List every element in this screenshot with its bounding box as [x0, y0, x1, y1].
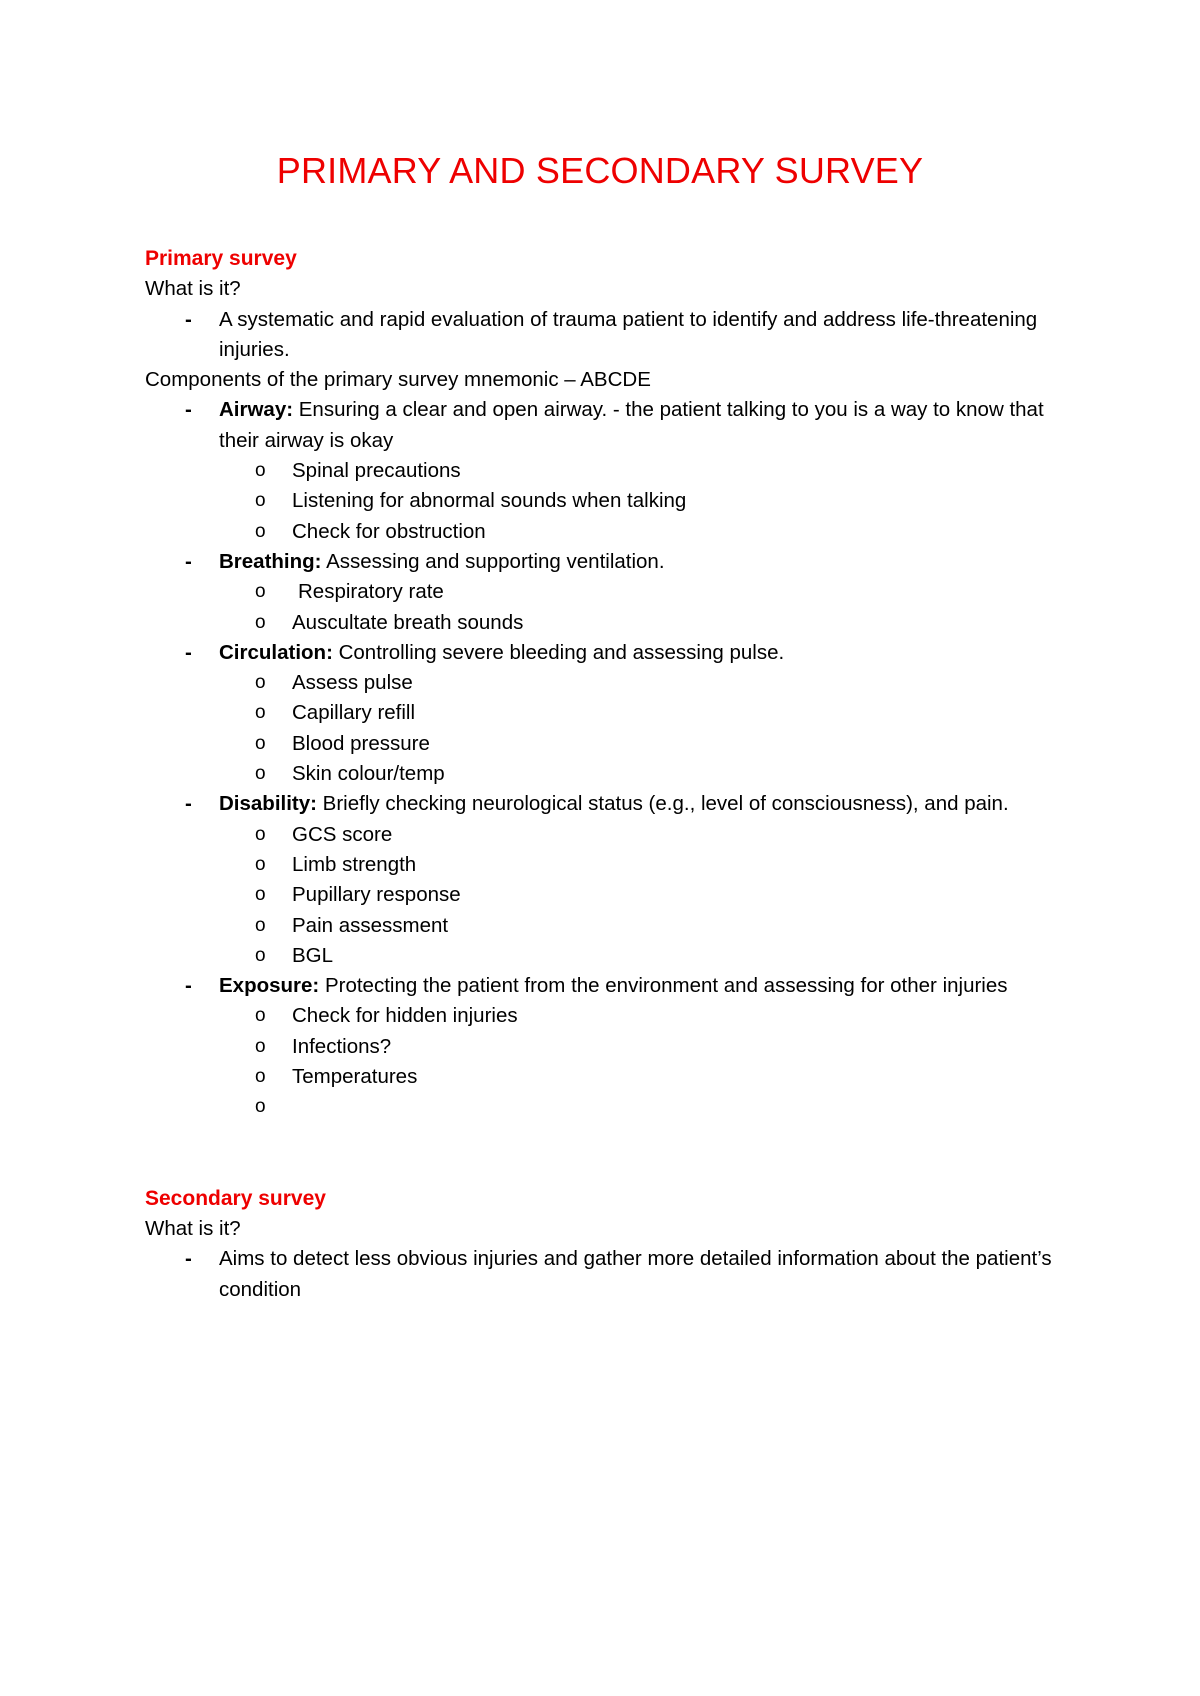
primary-survey-heading: Primary survey: [145, 247, 297, 270]
circle-bullet: o: [255, 853, 266, 875]
list-item-text: BGL: [292, 943, 334, 967]
component-label: Disability:: [219, 792, 317, 816]
component-airway: [145, 395, 1065, 456]
component-label: Breathing:: [219, 549, 322, 573]
list-item: [145, 759, 1065, 789]
list-item: [145, 456, 1065, 486]
component-text: Briefly checking neurological status (e.g., level of consciousness), and pain.: [316, 792, 1009, 816]
circle-bullet: o: [255, 1096, 266, 1118]
list-item-text: Infections?: [292, 1034, 392, 1058]
list-item-text: Check for obstruction: [292, 519, 486, 543]
circle-bullet: o: [255, 823, 266, 845]
list-item-text: Pupillary response: [292, 883, 461, 907]
circle-bullet: o: [255, 763, 266, 785]
secondary-definition: Aims to detect less obvious injuries and gather more detailed information about the patient’s condition: [219, 1247, 1052, 1301]
list-item-text: Listening for abnormal sounds when talking: [292, 489, 687, 513]
primary-definition-item: [145, 305, 1065, 366]
component-text: Protecting the patient from the environment and assessing for other injuries: [319, 974, 1008, 998]
component-breathing: [145, 547, 1065, 577]
circle-bullet: o: [255, 702, 266, 724]
list-item-text: Capillary refill: [292, 701, 416, 725]
circle-bullet: o: [255, 1066, 266, 1088]
list-item: [145, 880, 1065, 910]
list-item: [145, 1092, 1065, 1122]
secondary-survey-heading: Secondary survey: [145, 1186, 326, 1210]
list-item: [145, 729, 1065, 759]
circle-bullet: o: [255, 611, 266, 633]
list-item-text: Temperatures: [292, 1065, 418, 1089]
components-intro: Components of the primary survey mnemonic – ABCDE: [145, 368, 651, 392]
component-exposure: [145, 971, 1065, 1001]
list-item-text: Blood pressure: [292, 731, 430, 755]
list-item: [145, 1001, 1065, 1031]
list-item-text: Auscultate breath sounds: [292, 610, 524, 634]
list-item-text: GCS score: [292, 822, 393, 846]
dash-bullet: -: [185, 792, 192, 816]
document-body: [145, 244, 1065, 1305]
list-item-text: Limb strength: [292, 852, 417, 876]
circle-bullet: o: [255, 732, 266, 754]
list-item-text: Skin colour/temp: [292, 762, 445, 786]
circle-bullet: o: [255, 460, 266, 482]
circle-bullet: o: [255, 914, 266, 936]
component-label: Airway:: [219, 398, 294, 422]
component-text: Assessing and supporting ventilation.: [321, 549, 665, 573]
circle-bullet: o: [255, 581, 266, 603]
list-item: [145, 850, 1065, 880]
circle-bullet: o: [255, 944, 266, 966]
dash-bullet: -: [185, 307, 192, 331]
list-item: [145, 577, 1065, 607]
list-item-text: Check for hidden injuries: [292, 1004, 518, 1028]
list-item: [145, 698, 1065, 728]
dash-bullet: -: [185, 1247, 192, 1271]
secondary-what-is-it: What is it?: [145, 1216, 241, 1240]
component-label: Circulation:: [219, 640, 333, 664]
primary-definition: A systematic and rapid evaluation of trauma patient to identify and address life-threatening injuries.: [219, 307, 1038, 361]
list-item: [145, 941, 1065, 971]
component-label: Exposure:: [219, 974, 320, 998]
dash-bullet: -: [185, 549, 192, 573]
list-item: [145, 1032, 1065, 1062]
primary-what-is-it: What is it?: [145, 277, 241, 301]
list-item: [145, 608, 1065, 638]
circle-bullet: o: [255, 490, 266, 512]
component-circulation: [145, 638, 1065, 668]
circle-bullet: o: [255, 1005, 266, 1027]
list-item-text: Pain assessment: [292, 913, 449, 937]
dash-bullet: -: [185, 398, 192, 422]
list-item-text: Assess pulse: [292, 671, 413, 695]
list-item: [145, 486, 1065, 516]
circle-bullet: o: [255, 884, 266, 906]
component-text: Ensuring a clear and open airway. - the patient talking to you is a way to know that their airway is okay: [219, 398, 1044, 452]
circle-bullet: o: [255, 1035, 266, 1057]
circle-bullet: o: [255, 520, 266, 542]
dash-bullet: -: [185, 640, 192, 664]
list-item-text: Spinal precautions: [292, 459, 461, 483]
secondary-definition-item: [145, 1244, 1065, 1305]
document-title: PRIMARY AND SECONDARY SURVEY: [276, 150, 924, 191]
list-item: [145, 820, 1065, 850]
list-item: [145, 668, 1065, 698]
dash-bullet: -: [185, 974, 192, 998]
list-item: [145, 517, 1065, 547]
component-text: Controlling severe bleeding and assessing pulse.: [332, 640, 785, 664]
list-item: [145, 1062, 1065, 1092]
section-spacer: [145, 1123, 1065, 1184]
circle-bullet: o: [255, 672, 266, 694]
component-disability: [145, 789, 1065, 819]
list-item-text: Respiratory rate: [298, 580, 444, 604]
list-item: [145, 911, 1065, 941]
